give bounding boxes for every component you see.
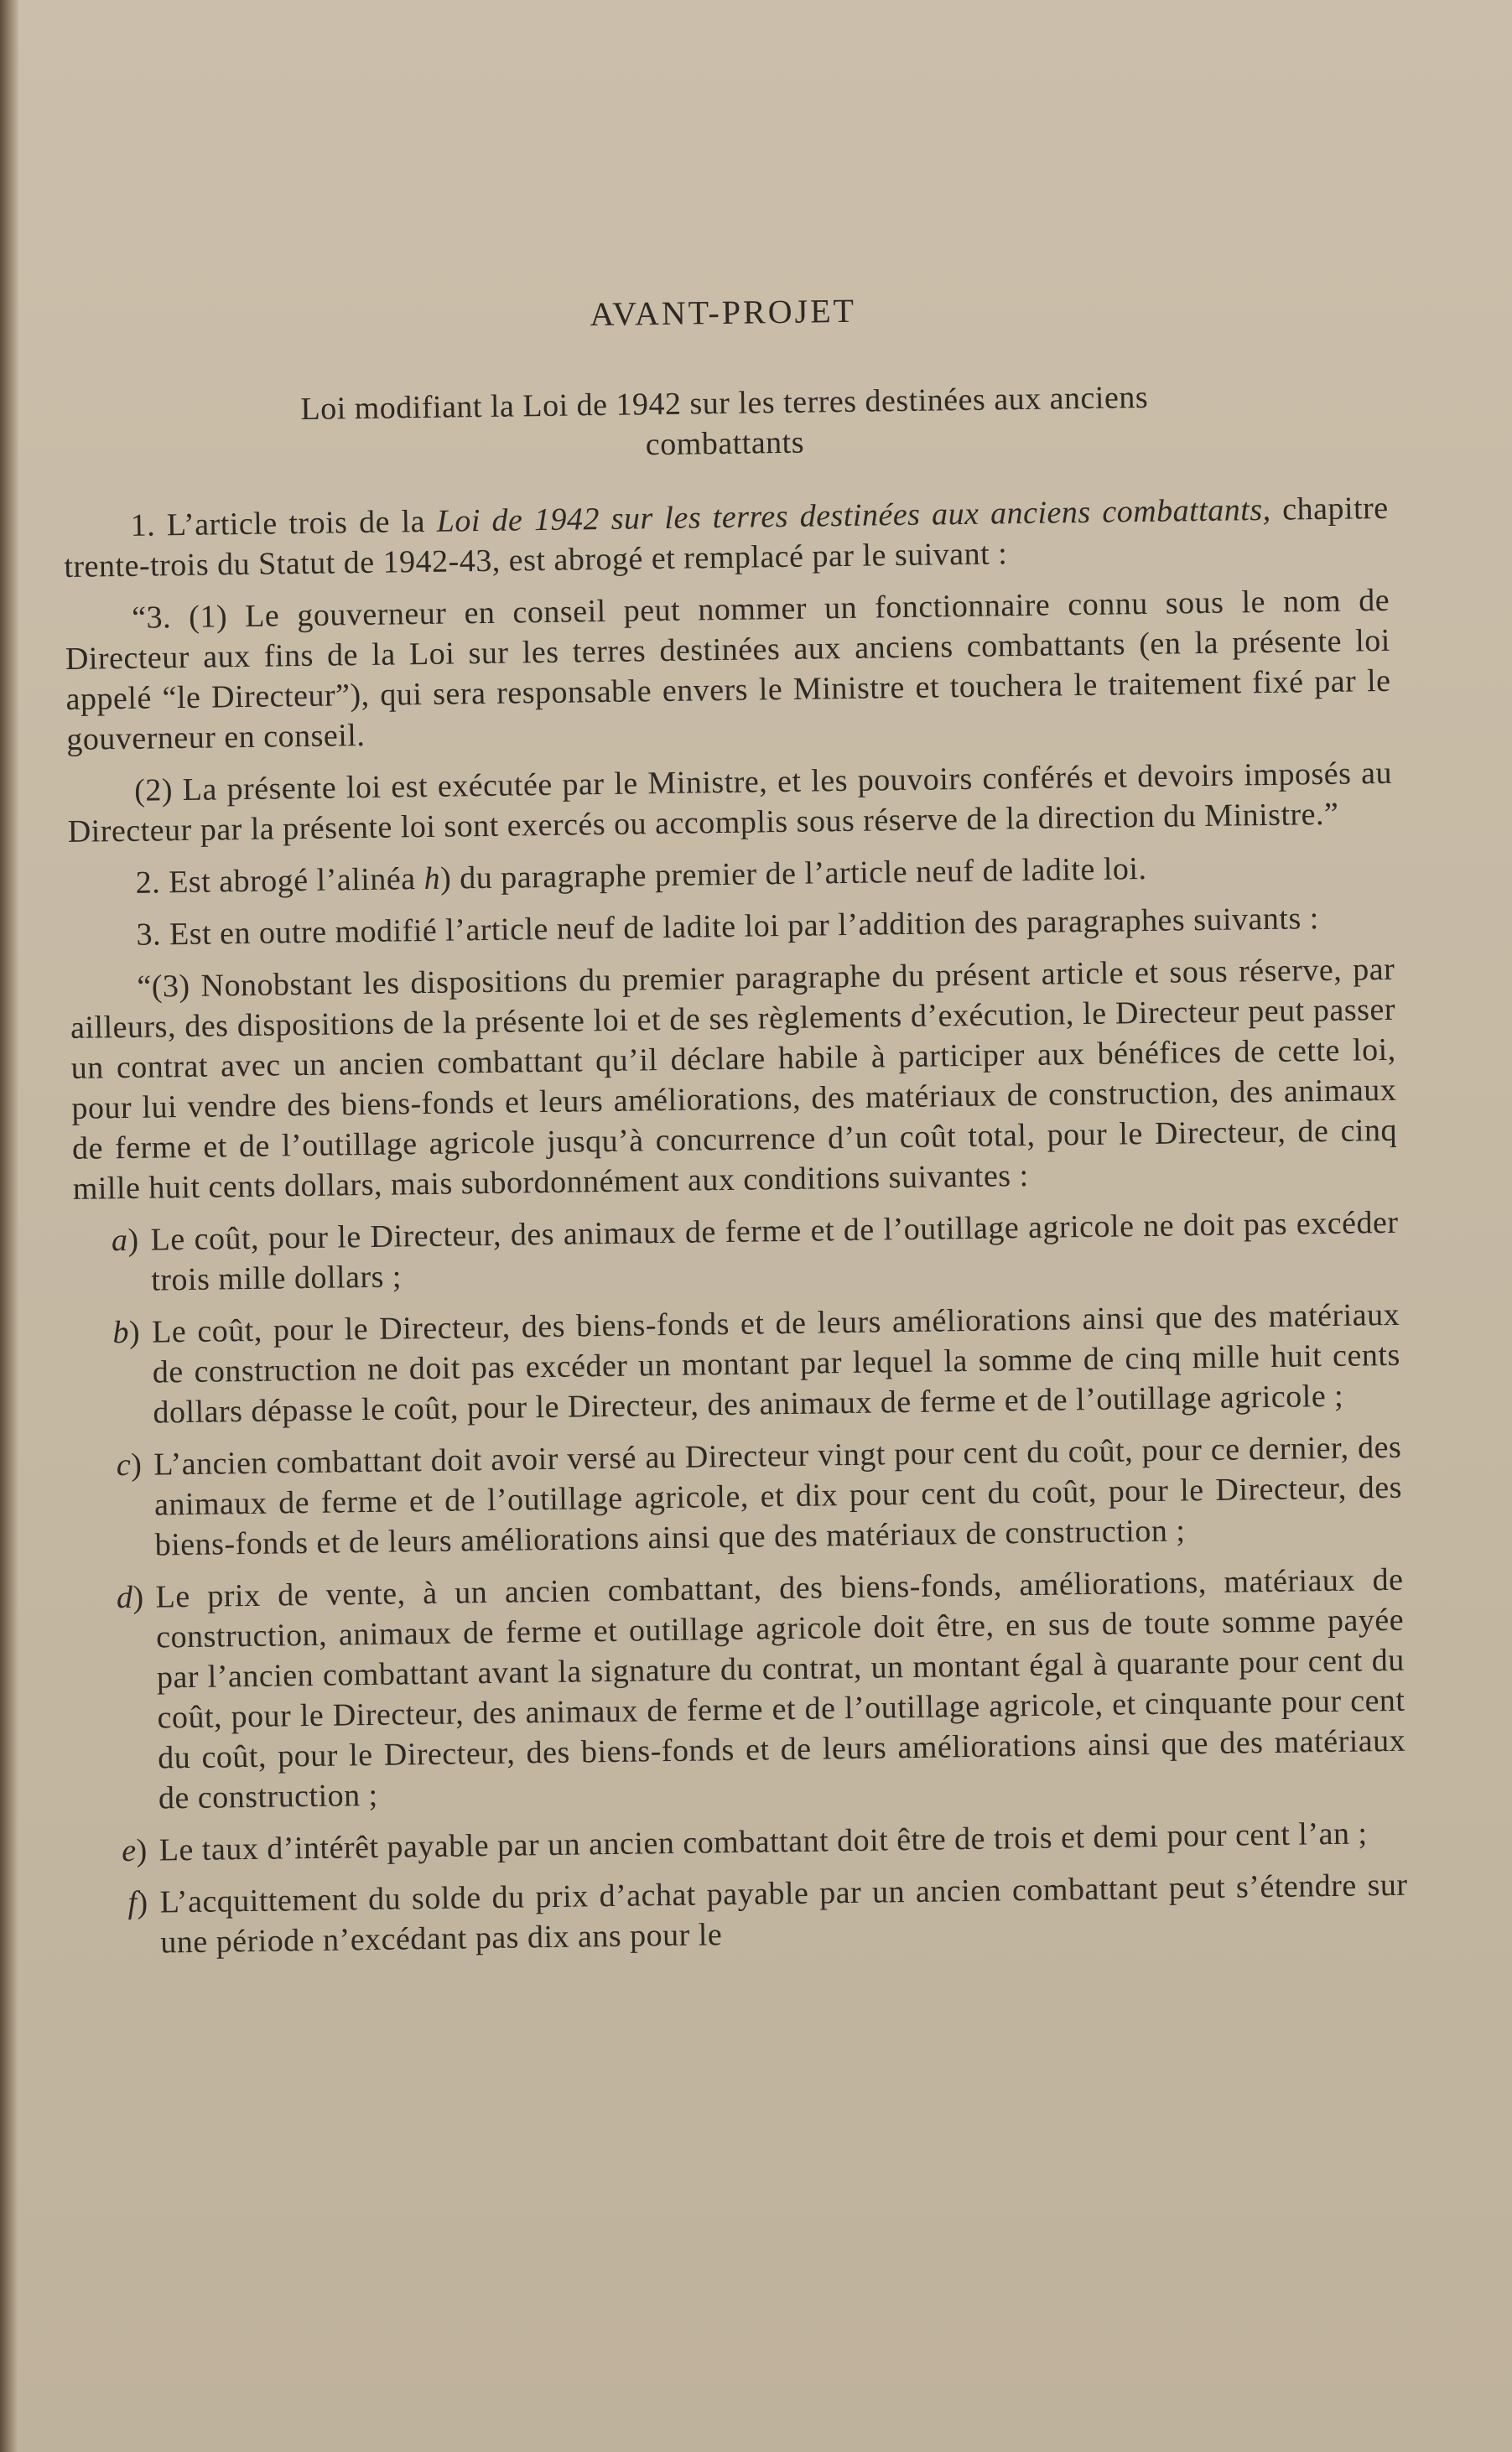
item-marker — [73, 1220, 151, 1301]
item-marker — [78, 1577, 158, 1820]
item-paren: ) — [136, 1832, 148, 1868]
subtitle-line-1: Loi modifiant la Loi de 1942 sur les terres destinées aux anciens — [300, 379, 1149, 428]
document-body — [60, 283, 1409, 1976]
item-text: L’acquittement du solde du prix d’achat payable par un ancien combattant peut s’étendre sur une période n’excédant pas dix ans pour le — [159, 1867, 1408, 1961]
item-paren: ) — [130, 1447, 143, 1483]
list-item — [78, 1560, 1406, 1820]
page-binding-edge — [0, 0, 18, 2452]
item-marker — [75, 1312, 153, 1434]
item-letter: e — [121, 1832, 137, 1869]
item-paren: ) — [127, 1222, 139, 1258]
paragraph-4 — [68, 845, 1394, 904]
list-item — [81, 1813, 1407, 1872]
paragraph-5: 3. Est en outre modifié l’article neuf de ladite loi par l’addition des paragraphes suivants : — [136, 901, 1320, 953]
paragraph-6: “(3) Nonobstant les dispositions du premier paragraphe du présent article et sous réserve, par ailleurs, des dispositions de la présente loi et de ses règlements d’exécution, le Directeur peut passer un contrat avec un ancien combattant qu’il déclare habile à participer aux bénéfices de cette loi, pour lui vendre des biens-fonds et leurs améliorations, des matériaux de construction, des animaux de ferme et de l’outillage agricole jusqu’à concurrence d’un coût total, pour le Directeur, de cinq mille huit cents dollars, mais subordonnément aux conditions suivantes : — [70, 951, 1398, 1207]
law-title-italic: Loi de 1942 sur les terres destinées aux anciens combattants, — [436, 491, 1271, 539]
item-paren: ) — [137, 1884, 148, 1920]
list-item — [82, 1865, 1408, 1964]
paragraph-4-start: 2. Est abrogé l’alinéa — [135, 861, 424, 901]
paragraph-4-italic: h — [423, 860, 441, 897]
paragraph-4-end: ) du paragraphe premier de l’article neuf de ladite loi. — [439, 850, 1147, 896]
item-letter: c — [116, 1447, 132, 1483]
item-paren: ) — [128, 1314, 141, 1350]
paragraph-1 — [63, 488, 1389, 587]
item-text: Le coût, pour le Directeur, des biens-fonds et de leurs améliorations ainsi que des matériaux de construction ne doit pas excéder un montant par lequel la somme de cinq mille huit cents dollars dépasse le coût, pour le Directeur, des animaux de ferme et de l’outillage agricole ; — [151, 1296, 1400, 1431]
item-text: L’ancien combattant doit avoir versé au Directeur vingt pour cent du coût, pour ce dernier, des animaux de ferme et de l’outillage agricole, et dix pour cent du coût, pour le Directeur, des biens-fonds et de leurs améliorations ainsi que des matériaux de construction ; — [153, 1429, 1403, 1563]
list-item — [73, 1203, 1399, 1301]
paragraph-2: “3. (1) Le gouverneur en conseil peut nommer un fonctionnaire connu sous le nom de Directeur aux fins de la Loi sur les terres destinées aux anciens combattants (en la présente loi appelé “le Directeur”), qui sera responsable envers le Ministre et touchera le traitement fixé par le gouverneur en conseil. — [65, 582, 1391, 757]
item-text: Le coût, pour le Directeur, des animaux de ferme et de l’outillage agricole ne doit pas excéder trois mille dollars ; — [150, 1204, 1399, 1298]
list-item — [75, 1295, 1401, 1434]
item-letter: f — [127, 1884, 138, 1921]
subtitle-line-2: combattants — [645, 424, 805, 463]
document-title: AVANT-PROJET — [590, 291, 857, 334]
item-letter: d — [116, 1579, 133, 1616]
item-letter: b — [112, 1314, 130, 1351]
conditions-list — [73, 1203, 1408, 1964]
item-marker — [81, 1831, 159, 1872]
list-item — [76, 1427, 1403, 1566]
paragraph-1-start: 1. L’article trois de la — [130, 503, 437, 543]
paragraph-1-end: chapitre trente-trois du Statut de 1942-43, est abrogé et remplacé par le suivant : — [64, 490, 1389, 584]
item-marker — [76, 1445, 155, 1566]
item-paren: ) — [132, 1579, 144, 1615]
paragraph-3: (2) La présente loi est exécutée par le Ministre, et les pouvoirs conférés et devoirs imposés au Directeur par la présente loi sont exercés ou accomplis sous réserve de la direction du Ministre.” — [67, 755, 1393, 849]
document-subtitle — [62, 374, 1388, 473]
item-marker — [82, 1883, 160, 1964]
item-text: Le taux d’intérêt payable par un ancien combattant doit être de trois et demi pour cent l’an ; — [158, 1816, 1368, 1868]
item-text: Le prix de vente, à un ancien combattant, des biens-fonds, améliorations, matériaux de construction, animaux de ferme et outillage agricole doit être, en sus de toute somme payée par l’ancien combattant avant la signature du contrat, un montant égal à quarante pour cent du coût, pour le Directeur, des animaux de ferme et de l’outillage agricole, et cinquante pour cent du coût, pour le Directeur, des biens-fonds et de leurs améliorations ainsi que des matériaux de construction ; — [155, 1561, 1406, 1816]
item-letter: a — [111, 1222, 128, 1259]
